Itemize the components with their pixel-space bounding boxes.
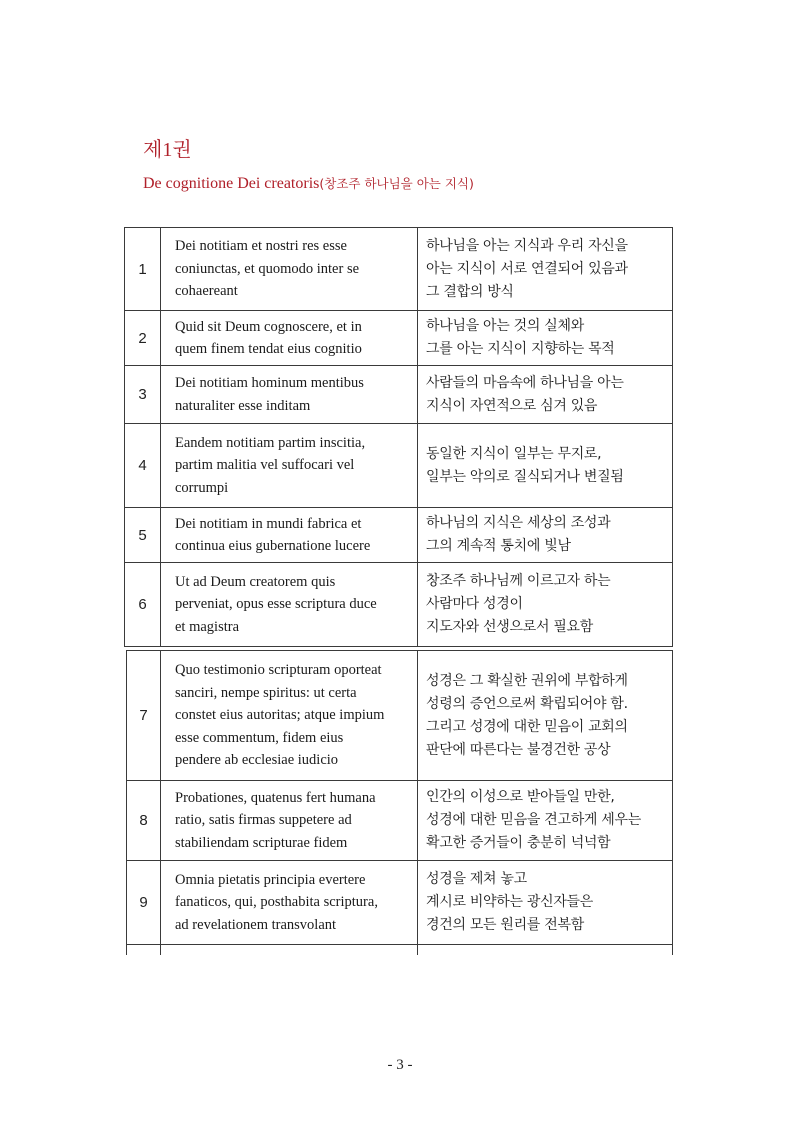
latin-title — [161, 861, 418, 945]
latin-title — [161, 781, 418, 861]
table-cell-empty — [161, 945, 418, 955]
chapter-table-part-2 — [126, 650, 673, 955]
latin-title — [161, 651, 418, 781]
korean-line: 인간의 이성으로 받아들일 만한, — [426, 789, 615, 805]
korean-title — [418, 508, 673, 563]
chapter-number: 5 — [125, 508, 161, 563]
table-cell-empty — [127, 945, 161, 955]
korean-title — [418, 424, 673, 508]
section-title-latin: De cognitione Dei creatoris — [143, 175, 320, 192]
latin-line: Ut ad Deum creatorem quis — [175, 573, 336, 590]
latin-line: quem finem tendat eius cognitio — [175, 341, 362, 357]
latin-line: ratio, satis firmas suppetere ad — [175, 812, 352, 829]
korean-line: 그 결합의 방식 — [426, 283, 514, 300]
latin-line: perveniat, opus esse scriptura duce — [175, 596, 377, 613]
korean-line: 계시로 비약하는 광신자들은 — [426, 894, 593, 910]
table-row — [127, 781, 673, 861]
chapter-number: 3 — [125, 366, 161, 424]
chapter-number: 2 — [125, 311, 161, 366]
latin-line: stabiliendam scripturae fidem — [175, 834, 348, 851]
section-title — [143, 174, 474, 193]
latin-line: partim malitia vel suffocari vel — [175, 457, 355, 474]
korean-line: 하나님의 지식은 세상의 조성과 — [426, 515, 611, 531]
korean-title — [418, 563, 673, 647]
latin-line: cohaereant — [175, 283, 238, 300]
latin-line: naturaliter esse inditam — [175, 397, 311, 414]
korean-line: 지도자와 선생으로서 필요함 — [426, 619, 593, 635]
korean-line: 판단에 따른다는 불경건한 공상 — [426, 741, 611, 758]
book-title: 제1권 — [143, 139, 192, 161]
korean-title — [418, 228, 673, 311]
latin-line: continua eius gubernatione lucere — [175, 538, 371, 554]
latin-line: et magistra — [175, 618, 240, 635]
korean-line: 창조주 하나님께 이르고자 하는 — [426, 573, 611, 589]
chapter-table-part-1 — [124, 227, 673, 647]
korean-title — [418, 311, 673, 366]
table-row — [125, 366, 673, 424]
table-row — [125, 424, 673, 508]
table-row — [125, 311, 673, 366]
korean-line: 확고한 증거들이 충분히 넉넉함 — [426, 835, 611, 851]
latin-line: Quid sit Deum cognoscere, et in — [175, 318, 362, 335]
latin-line: ad revelationem transvolant — [175, 916, 337, 933]
latin-title — [161, 563, 418, 647]
korean-line: 그의 계속적 통치에 빛남 — [426, 538, 571, 554]
table-row-continuation — [127, 945, 673, 955]
korean-line: 동일한 지식이 일부는 무지로, — [426, 445, 602, 462]
latin-line: Dei notitiam in mundi fabrica et — [175, 515, 362, 532]
latin-line: Dei notitiam et nostri res esse — [175, 238, 347, 255]
korean-line: 성경에 대한 믿음을 견고하게 세우는 — [426, 812, 641, 828]
table-row — [125, 228, 673, 311]
latin-line: constet eius autoritas; atque impium — [175, 707, 385, 724]
table-row — [125, 563, 673, 647]
korean-title — [418, 861, 673, 945]
latin-line: fanaticos, qui, posthabita scriptura, — [175, 894, 378, 911]
chapter-number: 4 — [125, 424, 161, 508]
korean-line: 성령의 증언으로써 확립되어야 함. — [426, 695, 628, 712]
latin-line: Dei notitiam hominum mentibus — [175, 375, 364, 391]
latin-line: Omnia pietatis principia evertere — [175, 871, 366, 888]
latin-title — [161, 366, 418, 424]
table-cell-empty — [418, 945, 673, 955]
latin-line: Probationes, quatenus fert humana — [175, 789, 376, 806]
korean-title — [418, 781, 673, 861]
latin-line: Quo testimonio scripturam oporteat — [175, 662, 382, 679]
latin-line: coniunctas, et quomodo inter se — [175, 260, 360, 277]
chapter-number: 8 — [127, 781, 161, 861]
latin-title — [161, 508, 418, 563]
table-row — [127, 651, 673, 781]
korean-line: 성경을 제쳐 놓고 — [426, 871, 527, 887]
section-title-korean: (창조주 하나님을 아는 지식) — [319, 176, 474, 191]
korean-line: 지식이 자연적으로 심겨 있음 — [426, 397, 598, 414]
latin-title — [161, 228, 418, 311]
latin-line: sanciri, nempe spiritus: ut certa — [175, 684, 357, 701]
korean-line: 사람마다 성경이 — [426, 596, 523, 612]
page-number: - 3 - — [387, 1057, 413, 1073]
korean-line: 사람들의 마음속에 하나님을 아는 — [426, 374, 624, 391]
korean-line: 하나님을 아는 것의 실체와 — [426, 318, 584, 334]
chapter-number: 9 — [127, 861, 161, 945]
korean-line: 일부는 악의로 질식되거나 변질됨 — [426, 468, 624, 485]
latin-title — [161, 424, 418, 508]
korean-line: 하나님을 아는 지식과 우리 자신을 — [426, 237, 628, 254]
korean-title — [418, 366, 673, 424]
korean-line: 그를 아는 지식이 지향하는 목적 — [426, 341, 615, 357]
chapter-number: 7 — [127, 651, 161, 781]
chapter-number: 1 — [125, 228, 161, 311]
korean-line: 그리고 성경에 대한 믿음이 교회의 — [426, 718, 628, 735]
latin-title — [161, 311, 418, 366]
latin-line: corrumpi — [175, 479, 229, 496]
chapter-number: 6 — [125, 563, 161, 647]
korean-line: 경건의 모든 원리를 전복함 — [426, 917, 584, 933]
table-row — [125, 508, 673, 563]
korean-line: 아는 지식이 서로 연결되어 있음과 — [426, 260, 628, 277]
table-row — [127, 861, 673, 945]
korean-title — [418, 651, 673, 781]
latin-line: pendere ab ecclesiae iudicio — [175, 752, 339, 769]
latin-line: Eandem notitiam partim inscitia, — [175, 434, 366, 451]
latin-line: esse commentum, fidem eius — [175, 729, 344, 746]
korean-line: 성경은 그 확실한 권위에 부합하게 — [426, 672, 628, 689]
